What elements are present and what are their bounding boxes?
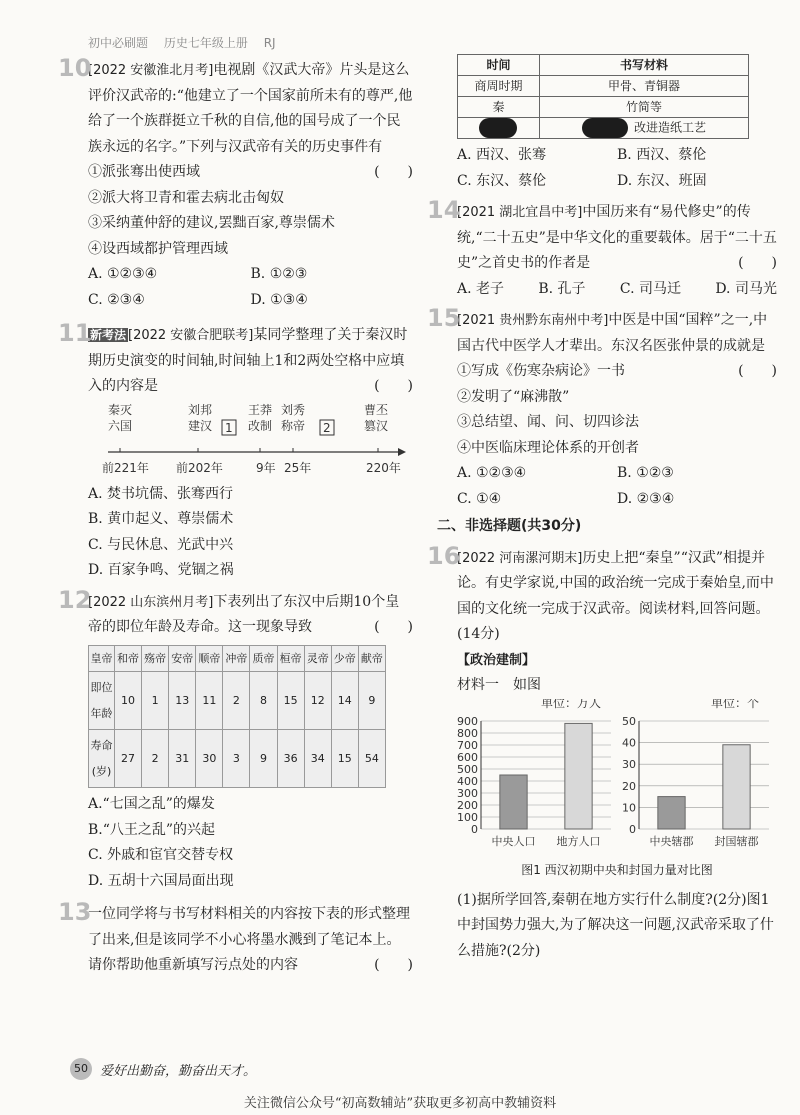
question-stem: 一位同学将与书写材料相关的内容按下表的形式整理了出来,但是该同学不小心将墨水溅到了笔记本上。请你帮助他重新填写污点处的内容 [88,906,410,973]
option-b: B. 西汉、蔡伦 [617,147,707,163]
option-d: D. 五胡十六国局面出现 [88,872,234,889]
tick-label: 0 [629,822,636,836]
question-source: [2022 山东滨州月考] [88,594,214,610]
tl-date: 前202年 [176,460,223,475]
item: ②发明了“麻沸散” [457,388,570,405]
option-d: D. ②③④ [617,490,675,507]
answer-paren: ( ) [738,363,777,379]
bottom-note: 关注微信公众号“初高数辅站”获取更多初高中教辅资料 [243,1096,557,1111]
table-cell: 27 [115,730,142,788]
item: ②派大将卫青和霍去病北击匈奴 [88,189,284,206]
table-cell: 30 [196,730,223,788]
answer-paren: ( ) [374,957,413,973]
tick-label: 800 [457,726,478,740]
answer-paren: ( ) [374,619,413,635]
table-row [89,672,386,730]
tl-blank-2: 2 [323,420,331,435]
table-cell: 10 [115,672,142,730]
table-cell: 3 [223,730,250,788]
option-d: D. 东汉、班固 [617,172,707,189]
option-d: D. 百家争鸣、党锢之祸 [88,562,234,578]
item: ①派张骞出使西域 [88,164,200,180]
material-label: 材料一 如图 [457,677,541,693]
tl-date: 前221年 [102,460,149,475]
section-heading: 二、非选择题(共30分) [437,518,582,534]
category-label: 封国辖郡 [714,834,759,848]
option-b: B. 黄巾起义、尊崇儒术 [88,511,234,527]
table-cell: 13 [169,672,196,730]
table-cell: 11 [196,672,223,730]
bar [565,723,592,829]
tl-event-top: 刘秀 [281,402,306,417]
chart-population [457,699,611,848]
question-source: [2022 安徽淮北月考] [88,63,214,78]
question-number: 12 [58,585,92,614]
tl-event-top: 秦灭 [108,402,133,417]
tick-label: 0 [471,822,478,836]
table-cell: 商周时期 [458,76,540,97]
category-label: 中央辖郡 [649,834,694,848]
writing-materials-table [457,54,749,139]
answer-paren: ( ) [374,164,413,180]
table-header-cell: 书写材料 [539,55,748,76]
table-header-cell: 质帝 [250,645,277,672]
table-cell: 改进造纸工艺 [633,120,706,135]
category-label: 地方人口 [556,834,601,848]
tick-label: 50 [622,714,636,728]
tl-event-top: 曹丕 [364,402,389,417]
figure-1-charts [457,699,777,849]
question-16 [427,541,777,965]
option-c: C. 外戚和宦官交替专权 [88,847,234,863]
right-column [427,54,777,964]
row-label: 即位年龄 [89,672,115,730]
option-d: D. ①③④ [250,291,308,308]
question-11 [58,319,413,584]
question-stem: 历史上把“秦皇”“汉武”相提并论。有史学家说,中国的政治统一完成于秦始皇,而中国的文化统一完成于汉武帝。阅读材料,回答问题。(14分) [457,549,774,642]
tick-label: 10 [622,800,636,814]
table-header-cell: 皇帝 [89,645,115,672]
option-a: A. ①②③④ [88,266,158,282]
table-row [458,118,749,139]
bar [723,744,750,828]
table-header-cell: 桓帝 [277,645,304,672]
chart-unit: 单位：个 [710,698,759,710]
table-cell: 秦 [458,97,540,118]
question-number: 13 [58,898,92,926]
table-header-cell: 灵帝 [304,645,331,672]
tick-label: 300 [457,786,478,800]
tl-event-bottom: 篡汉 [364,418,389,433]
tl-event-bottom: 建汉 [188,418,213,433]
tl-date: 25年 [284,460,312,475]
category-label: 中央人口 [491,834,536,848]
new-method-badge: 新考法 [90,328,127,342]
table-cell: 8 [250,672,277,730]
ink-blot [582,118,628,138]
table-row [458,97,749,118]
bar [658,796,685,828]
tick-label: 200 [457,798,478,812]
question-number: 16 [427,541,461,570]
table-cell: 54 [358,730,385,788]
table-header-cell: 少帝 [331,645,358,672]
option-c: C. ②③④ [88,291,145,308]
ink-blot-cell [458,118,540,139]
tick-label: 700 [457,738,478,752]
row-label: 寿命(岁) [89,730,115,788]
table-cell: 2 [223,672,250,730]
answer-paren: ( ) [738,255,777,271]
tl-event-top: 刘邦 [188,402,213,417]
table-header-cell: 顺帝 [196,645,223,672]
table-header-cell: 殇帝 [142,645,169,672]
table-cell: 12 [304,672,331,730]
book-title: 初中必刷题 [88,36,149,50]
figure-caption: 图1 西汉初期中央和封国力量对比图 [521,863,713,877]
chart-prefectures [622,699,769,848]
tl-blank-1: 1 [225,420,233,435]
left-column [58,54,413,979]
material-tag: 【政治建制】 [457,652,536,668]
table-header-cell: 安帝 [169,645,196,672]
item: ④中医临床理论体系的开创者 [457,439,639,456]
sub-question-1: (1)据所学回答,秦朝在地方实行什么制度?(2分)图1中封国势力强大,为了解决这一问题,汉武帝采取了什么措施?(2分) [457,891,774,959]
question-12 [58,585,413,895]
table-header-cell: 时间 [458,55,540,76]
option-b: B. 孔子 [538,280,586,297]
item: ④设西域都护管理西域 [88,240,228,257]
table-cell: 9 [358,672,385,730]
question-stem: 中国历来有“易代修史”的传统,“二十五史”是中华文化的重要载体。居于“二十五史”之首史书的作者是 [457,204,777,271]
option-c: C. 与民休息、光武中兴 [88,536,234,553]
question-stem: 电视剧《汉武大帝》片头是这么评价汉武帝的:“他建立了一个国家前所未有的尊严,他给了一个族群挺立千秋的自信,他的国号成了一个民族永远的名字。”下列与汉武帝有关的历史事件有 [88,62,413,155]
question-13-stem [58,898,413,979]
chart-unit: 单位：万人 [540,698,601,710]
ink-blot [479,118,517,138]
question-number: 11 [58,319,92,347]
tick-label: 40 [622,736,636,750]
question-source: [2022 安徽合肥联考] [128,328,254,343]
tl-date: 9年 [256,460,276,475]
option-b: B. ①②③ [250,266,308,282]
option-d: D. 司马光 [715,280,777,297]
option-a: A. 西汉、张骞 [457,147,547,163]
emperor-table [88,645,386,789]
question-stem: 某同学整理了关于秦汉时期历史演变的时间轴,时间轴上1和2两处空格中应填入的内容是 [88,327,408,394]
table-cell: 竹简等 [539,97,748,118]
question-stem: 下表列出了东汉中后期10个皇帝的即位年龄及寿命。这一现象导致 [88,593,400,635]
option-b: B.“八王之乱”的兴起 [88,821,216,838]
option-c: C. 东汉、蔡伦 [457,172,547,189]
option-c: C. 司马迁 [619,280,681,297]
option-a: A.“七国之乱”的爆发 [88,796,215,812]
subject-title: 历史七年级上册 [163,36,248,50]
option-a: A. 老子 [457,280,505,297]
item: ③采纳董仲舒的建议,罢黜百家,尊崇儒术 [88,215,335,231]
tl-date: 220年 [366,460,401,475]
table-cell: 15 [277,672,304,730]
tick-label: 20 [622,779,636,793]
table-cell: 2 [142,730,169,788]
question-source: [2021 贵州黔东南州中考] [457,313,609,328]
table-header-cell: 献帝 [358,645,385,672]
question-14 [427,196,777,302]
question-15 [427,304,777,512]
table-cell: 34 [304,730,331,788]
page-header [88,34,288,51]
answer-paren: ( ) [374,378,413,394]
table-header-cell: 和帝 [115,645,142,672]
timeline-diagram [88,402,408,478]
tick-label: 100 [457,810,478,824]
table-cell: 36 [277,730,304,788]
table-header-cell: 冲帝 [223,645,250,672]
option-a: A. ①②③④ [457,465,527,481]
question-number: 15 [427,304,461,332]
option-c: C. ①④ [457,490,502,507]
question-stem: 中医是中国“国粹”之一,中国古代中医学人才辈出。东汉名医张仲景的成就是 [457,312,768,354]
table-cell: 15 [331,730,358,788]
option-b: B. ①②③ [617,465,674,481]
table-row [458,76,749,97]
option-a: A. 焚书坑儒、张骞西行 [88,485,234,502]
tick-label: 500 [457,762,478,776]
tl-event-bottom: 称帝 [281,418,306,433]
tl-event-bottom: 六国 [108,418,133,433]
table-cell: 31 [169,730,196,788]
table-cell: 1 [142,672,169,730]
question-number: 10 [58,54,92,82]
table-cell: 14 [331,672,358,730]
table-row [89,730,386,788]
question-source: [2021 湖北宜昌中考] [457,205,583,220]
footer-motto: 爱好出勤奋，勤奋出天才。 [100,1064,257,1079]
edition-label: RJ [263,36,276,50]
page-number: 50 [70,1058,92,1080]
tick-label: 900 [457,714,478,728]
tick-label: 400 [457,774,478,788]
item: ③总结望、闻、问、切四诊法 [457,414,639,430]
tick-label: 600 [457,750,478,764]
question-number: 14 [427,196,461,224]
tl-event-top: 王莽 [248,402,273,417]
table-cell: 9 [250,730,277,788]
item: ①写成《伤寒杂病论》一书 [457,363,625,379]
table-cell: 甲骨、青铜器 [539,76,748,97]
bar [500,775,527,829]
question-10 [58,54,413,313]
tick-label: 30 [622,757,636,771]
question-source: [2022 河南漯河期末] [457,550,583,566]
tl-event-bottom: 改制 [248,418,273,433]
